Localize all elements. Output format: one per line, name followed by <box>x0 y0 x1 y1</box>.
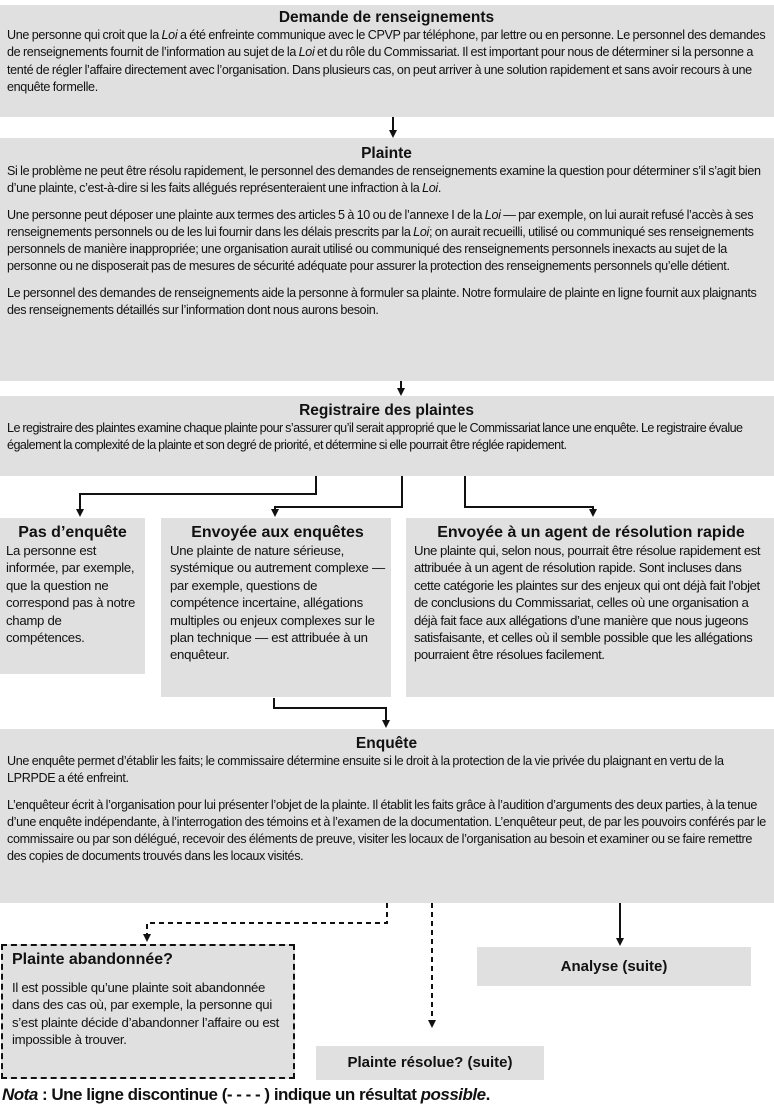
registraire-title: Registraire des plaintes <box>299 402 474 419</box>
demande-title: Demande de renseignements <box>278 9 495 26</box>
box-plainte <box>0 138 774 381</box>
pas-enquete-title: Pas d’enquête <box>18 524 127 541</box>
box-registraire-plaintes <box>0 396 774 476</box>
abandonnee-title: Plainte abandonnée? <box>12 951 173 968</box>
plainte-paragraph-3: Le personnel des demandes de renseignements aide la personne à formuler sa plainte. Notre formulaire de plainte en ligne fournit aux plaignants des renseignements détaillés sur l’information dont nous aurons besoin. <box>7 285 757 318</box>
box-envoyee-agent-resolution-rapide <box>406 518 774 697</box>
plainte-title: Plainte <box>361 145 412 162</box>
box-analyse-suite[interactable] <box>477 947 751 986</box>
box-plainte-resolue-suite[interactable] <box>316 1046 544 1080</box>
enquete-paragraph-2: L’enquêteur écrit à l’organisation pour lui présenter l’objet de la plainte. Il établit les faits grâce à l’audition d’arguments des deux parties, à la tenue d’une enquête indépendante, à l’interrogation des témoins et à l’examen de la documentation. L’enquêteur peut, de par les pouvoirs conférés par le commissaire ou par son délégué, recevoir des éléments de preuve, visiter les locaux de l’organisation au besoin et examiner ou se faire remettre des copies de documents trouvés dans les locaux visités. <box>7 797 766 864</box>
demande-text: Une personne qui croit que la Loi a été enfreinte communique avec le CPVP par téléphone, par lettre ou en personne. Le personnel des demandes de renseignements fournit de l’information au sujet de la Loi et du rôle du Commissariat. Il est important pour nous de déterminer si la personne a tenté de régler l’affaire directement avec l’organisation. Dans plusieurs cas, on peut arriver à une solution rapidement et sans avoir recours à une enquête formelle. <box>7 28 766 94</box>
arrow-registraire-to-agent <box>465 476 593 513</box>
box-pas-enquete <box>0 518 145 674</box>
analyse-title: Analyse (suite) <box>560 957 668 975</box>
nota-legend: Nota : Une ligne discontinue (- - - - ) indique un résultat possible. <box>2 1085 490 1104</box>
enquete-title: Enquête <box>355 735 418 752</box>
plainte-text <box>7 163 766 319</box>
box-plainte-abandonnee <box>1 944 295 1079</box>
registraire-text: Le registraire des plaintes examine chaque plainte pour s’assurer qu’il serait approprié que le Commissariat lance une enquête. Le registraire évalue également la complexité de la plainte et son degré de priorité, et détermine si elle pourrait être réglée rapidement. <box>7 421 743 453</box>
resolue-title: Plainte résolue? (suite) <box>347 1054 513 1071</box>
box-enquete <box>0 729 774 903</box>
envoyee-enquetes-title: Envoyée aux enquêtes <box>191 524 364 541</box>
envoyee-agent-text: Une plainte qui, selon nous, pourrait être résolue rapidement est attribuée à un agent de résolution rapide. Sont incluses dans cette catégorie les plaintes sur des enjeux qui ont déjà fait l’objet de conclusions du Commissariat, celles où une organisation a déjà fait face aux allégations d’une manière que nous jugeons satisfaisante, et celles où il semble possible que les allégations pourraient être résolues facilement. <box>414 543 761 663</box>
plainte-paragraph-2: Une personne peut déposer une plainte aux termes des articles 5 à 10 ou de l’annexe I de la Loi — par exemple, on lui aurait refusé l’accès à ses renseignements personnels ou de les lui fournir dans les délais prescrits par la Loi; on aurait recueilli, utilisé ou communiqué ses renseignements personnels de manière inappropriée; une organisation aurait utilisé ou communiqué des renseignements personnels inexacts au sujet de la personne ou ne disposerait pas de mesures de sécurité adéquate pour assurer la protection des renseignements personnels qu’elle détient. <box>7 207 754 274</box>
enquete-paragraph-1: Une enquête permet d’établir les faits; le commissaire détermine ensuite si le droit à la protection de la vie privée du plaignant en vertu de la LPRPDE a été enfreint. <box>7 754 724 786</box>
enquete-text <box>7 753 766 866</box>
abandonnee-text: Il est possible qu’une plainte soit abandonnée dans des cas où, par exemple, la personne qui s’est plainte décide d’abandonner l’affaire ou est impossible à trouver. <box>12 980 280 1048</box>
envoyee-enquetes-text: Une plainte de nature sérieuse, systémique ou autrement complexe — par exemple, questions de compétence incertaine, allégations multiples ou enjeux complexes sur le plan technique — est attribuée à un enquêteur. <box>170 543 385 663</box>
dashed-arrow-enquete-to-abandonnee <box>147 903 387 938</box>
nota-label: Nota <box>2 1085 38 1104</box>
pas-enquete-text: La personne est informée, par exemple, que la question ne correspond pas à notre champ de compétences. <box>6 543 136 646</box>
envoyee-agent-title: Envoyée à un agent de résolution rapide <box>437 524 745 541</box>
box-envoyee-enquetes <box>161 518 391 697</box>
plainte-paragraph-1: Si le problème ne peut être résolu rapidement, le personnel des demandes de renseignements examine la question pour déterminer s’il s’agit bien d’une plainte, c’est-à-dire si les faits allégués représenteraient une infraction à la Loi. <box>7 164 761 196</box>
arrow-envoyee-to-enquete <box>274 698 386 724</box>
box-demande-renseignements <box>0 5 774 117</box>
